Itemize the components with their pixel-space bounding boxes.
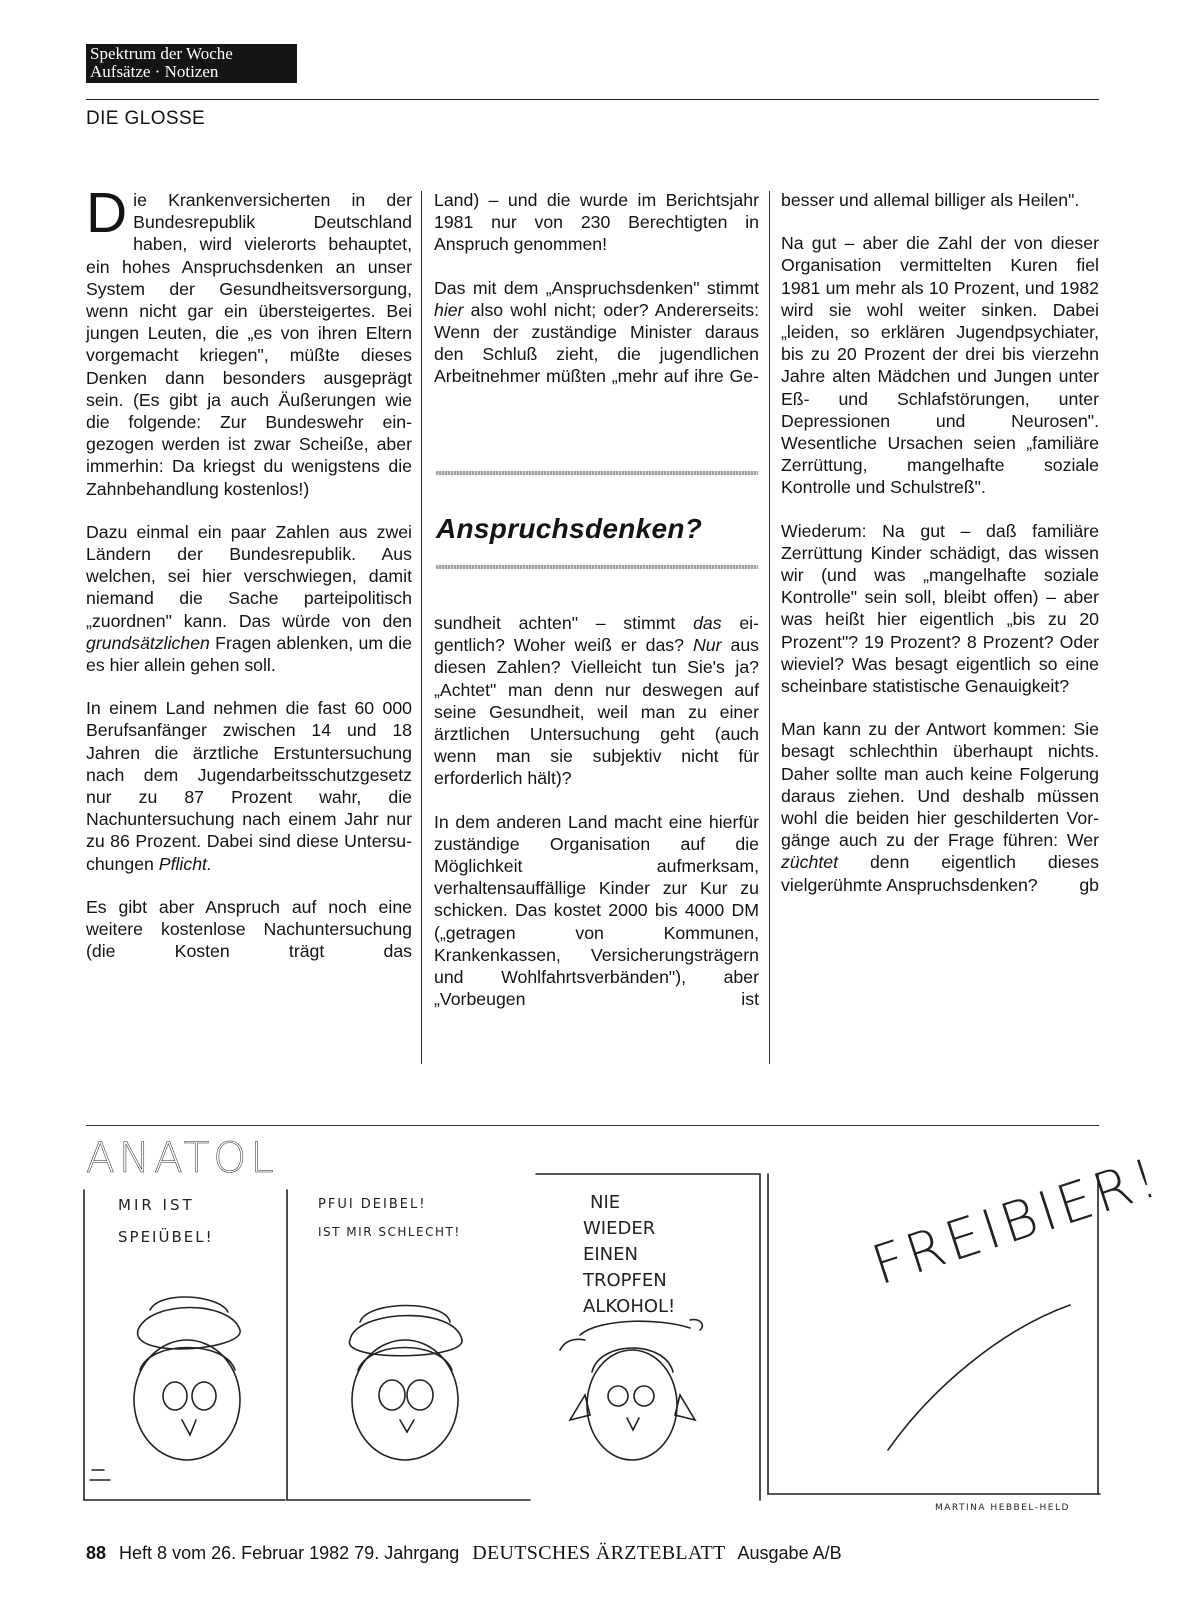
comic-title: ANATOL <box>86 1133 278 1182</box>
panel2-line1: PFUI DEIBEL! <box>318 1197 427 1212</box>
paragraph-text: also wohl nicht; oder? Andererseits: Wenn der zuständige Minister daraus den Schluß zieht, die jugendlichen Arbeitnehmer müßten „mehr auf ihre Ge- <box>434 299 759 387</box>
panel4-text: FREIBIER! <box>864 1144 1169 1298</box>
paragraph-text: Fragen ablenken, um die es hier allein gehen soll. <box>86 632 412 676</box>
emphasis: grundsätzlichen <box>86 632 210 653</box>
paragraph-text: Es gibt aber Anspruch auf noch eine weitere kostenlose Nachuntersuchung (die Kosten trägt das <box>86 896 412 962</box>
panel3-line: TROPFEN <box>583 1270 667 1291</box>
page-number: 88 <box>86 1543 107 1563</box>
headline: Anspruchsdenken? <box>436 513 703 544</box>
panel3-line: EINEN <box>583 1244 638 1265</box>
paragraph-text: besser und allemal billiger als Heilen". <box>781 190 1080 210</box>
section-tag-line1: Spektrum der Woche <box>90 44 233 63</box>
magazine-name: DEUTSCHES ÄRZTEBLATT <box>472 1542 726 1564</box>
paragraph-text: ie Krankenversicherten in der Bundesrepublik Deutschland haben, wird vielerorts behauptet, ein hohes Anspruchsdenken an unser System der Gesundheitsversorgung, wenn nicht gar ein übersteigertes. Bei jungen Leuten, die „es von ihren Eltern vorgemacht kriegen", müßte dieses Denken dann besonders ausgeprägt sein. (Es gibt ja auch Äußerungen wie die folgende: Zur Bundeswehr eingezogen werden ist zwar Scheiße, aber immerhin: Da kriegst du wenigstens die Zahnbehandlung kostenlos!) <box>86 190 412 499</box>
panel3-line: ALKOHOL! <box>583 1296 676 1317</box>
paragraph-text: sundheit achten" – stimmt <box>434 613 694 633</box>
author-signature: gb <box>1079 874 1099 895</box>
section-tag-line2: Aufsätze · Notizen <box>90 62 219 81</box>
paragraph-text: In einem Land nehmen die fast 60 000 Berufsanfänger zwischen 14 und 18 Jahren die ärztliche Erstuntersuchung nach dem Jugendarbeitsschutzgesetz nur zu 87 Prozent wahr, die Nachuntersuchung nach einem Jahr nur zu 86 Prozent. Dabei sind diese Untersuchungen <box>86 698 412 874</box>
paragraph-text: Das mit dem „Anspruchsdenken" stimmt <box>434 277 759 298</box>
emphasis: Nur <box>692 635 722 656</box>
emphasis: hier <box>434 299 464 320</box>
panel3-line: NIE <box>590 1192 621 1213</box>
artist-credit: MARTINA HEBBEL-HELD <box>935 1503 1070 1513</box>
paragraph-text: Na gut – aber die Zahl der von dieser Organisation vermittelten Kuren fiel 1981 um mehr als 10 Prozent, und 1982 wird sie wohl weiter sinken. Dabei „leiden, so erklären Jugendpsychiater, bis zu 20 Prozent der drei bis vierzehn Jahre alten Mädchen und Jungen unter Eß- und Schlafstörungen, unter Depressionen und Neurosen". Wesentliche Ursachen seien „familiäre Zerrüttung, mangelhafte soziale Kontrolle und Schulstreß". <box>781 233 1099 498</box>
panel3-line: WIEDER <box>583 1218 656 1239</box>
rubric: DIE GLOSSE <box>86 108 206 129</box>
emphasis: das <box>693 613 722 633</box>
paragraph-text: Dazu einmal ein paar Zahlen aus zwei Ländern der Bundesrepublik. Aus welchen, sei hier verschwiegen, damit niemand die Sache parteipolitisch „zuordnen" kann. Das würde von den <box>86 521 412 631</box>
paragraph-text: denn eigentlich dieses vielgerühmte Anspruchsdenken? <box>781 852 1099 895</box>
edition: Ausgabe A/B <box>737 1543 842 1563</box>
paragraph-text: eigentlich? Woher weiß er das? <box>434 613 759 656</box>
paragraph-text: Man kann zu der Antwort kommen: Sie besagt schlechthin überhaupt nichts. Daher sollte man auch keine Folgerung daraus ziehen. Und deshalb müssen wohl die beiden hier geschilderten Vorgänge auch zu der Frage führen: Wer <box>781 719 1099 851</box>
page-footer <box>86 1542 842 1565</box>
anatol-character-2 <box>349 1306 462 1461</box>
anatol-character-3 <box>560 1320 702 1460</box>
paragraph-text: Wiederum: Na gut – daß familiäre Zerrüttung Kinder schädigt, das wissen wir (und was „mangelhafte soziale Kontrolle" sein soll, bleibt offen) – aber was heißt hier eigentlich „bis zu 20 Prozent"? 19 Prozent? 8 Prozent? Oder wieviel? Was besagt eigentlich so eine scheinbare statistische Genauigkeit? <box>781 520 1099 697</box>
drop-cap: D <box>86 181 128 245</box>
panel1-line2: SPEIÜBEL! <box>118 1228 214 1246</box>
paragraph-text: In dem anderen Land macht eine hierfür zuständige Organisation auf die Möglichkeit aufmerksam, verhaltensauffällige Kinder zur Kur zu schicken. Das kostet 2000 bis 4000 DM („getragen von Kommunen, Krankenkassen, Versicherungsträgern und Wohlfahrtsverbänden"), aber „Vorbeugen ist <box>434 811 759 1010</box>
freibier-sweep <box>888 1305 1070 1450</box>
panel2-line2: IST MIR SCHLECHT! <box>318 1225 461 1239</box>
emphasis: Pflicht. <box>158 853 212 874</box>
paragraph-text: Land) – und die wurde im Berichtsjahr 1981 nur von 230 Berechtigten in Anspruch genommen! <box>434 190 759 255</box>
issue-info: Heft 8 vom 26. Februar 1982 79. Jahrgang <box>119 1543 460 1563</box>
paragraph-text: aus diesen Zahlen? Vielleicht tun Sie's ja? „Achtet" man denn nur deswegen auf seine Gesundheit, weil man zu einer ärztlichen Untersuchung geht (auch wenn man sie subjektiv nicht für erforderlich hält)? <box>434 635 759 789</box>
anatol-character-1 <box>90 1297 240 1480</box>
panel1-line1: MIR IST <box>118 1196 195 1214</box>
emphasis: züchtet <box>781 852 839 873</box>
